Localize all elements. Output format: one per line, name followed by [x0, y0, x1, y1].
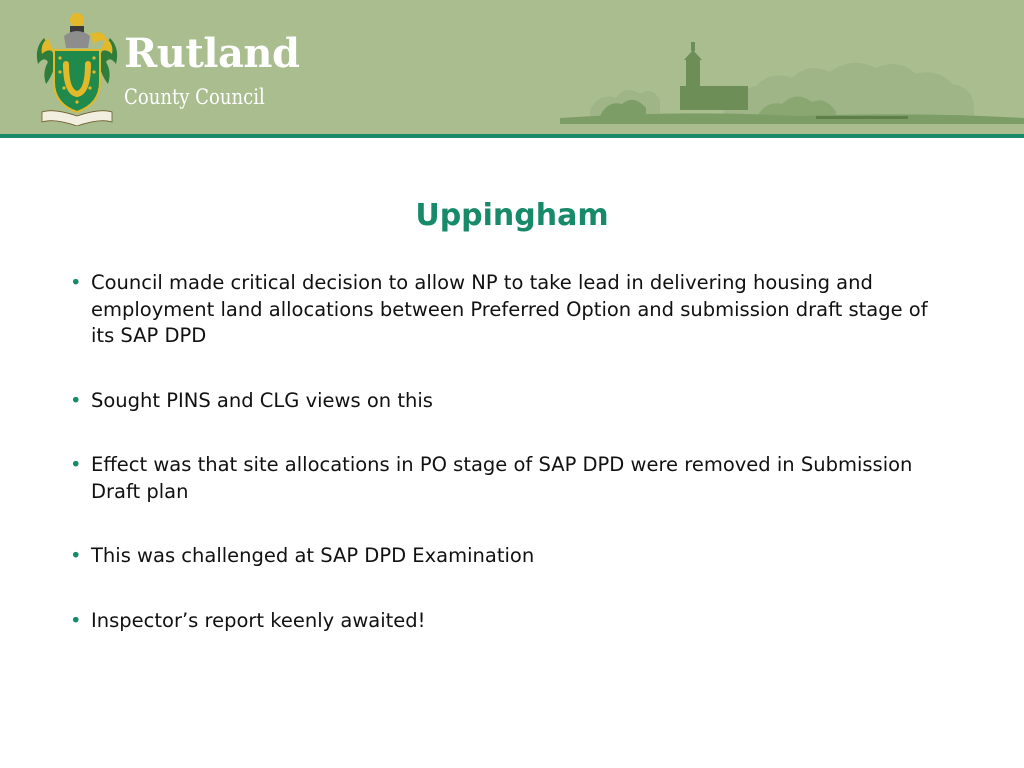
org-name: Rutland	[124, 30, 300, 77]
bullet-item	[70, 608, 950, 635]
bullet-dot-icon: •	[70, 608, 82, 632]
bullet-dot-icon: •	[70, 388, 82, 412]
bullet-dot-icon: •	[70, 544, 82, 567]
slide-title: Uppingham	[415, 198, 609, 233]
org-subtitle: County Council	[124, 85, 265, 109]
council-crest-icon	[34, 8, 120, 126]
bullet-text: Sought PINS and CLG views on this	[91, 388, 433, 412]
bullet-dot-icon: •	[70, 271, 82, 294]
bullet-list	[70, 270, 950, 672]
bullet-text: Inspector’s report keenly awaited!	[91, 608, 426, 632]
bullet-dot-icon: •	[70, 453, 82, 476]
bullet-item	[70, 388, 950, 415]
bullet-text: Council made critical decision to allow NP to take lead in delivering housing and employment land allocations between Preferred Option and submission draft stage of its SAP DPD	[91, 271, 928, 347]
bullet-item	[70, 452, 950, 505]
header-banner	[0, 0, 1024, 134]
bullet-text: This was challenged at SAP DPD Examination	[91, 544, 535, 567]
bullet-text: Effect was that site allocations in PO stage of SAP DPD were removed in Submission Draft plan	[91, 453, 913, 503]
landscape-silhouette-icon	[560, 20, 1024, 134]
bullet-item	[70, 543, 950, 570]
bullet-item	[70, 270, 950, 350]
header-divider	[0, 134, 1024, 138]
